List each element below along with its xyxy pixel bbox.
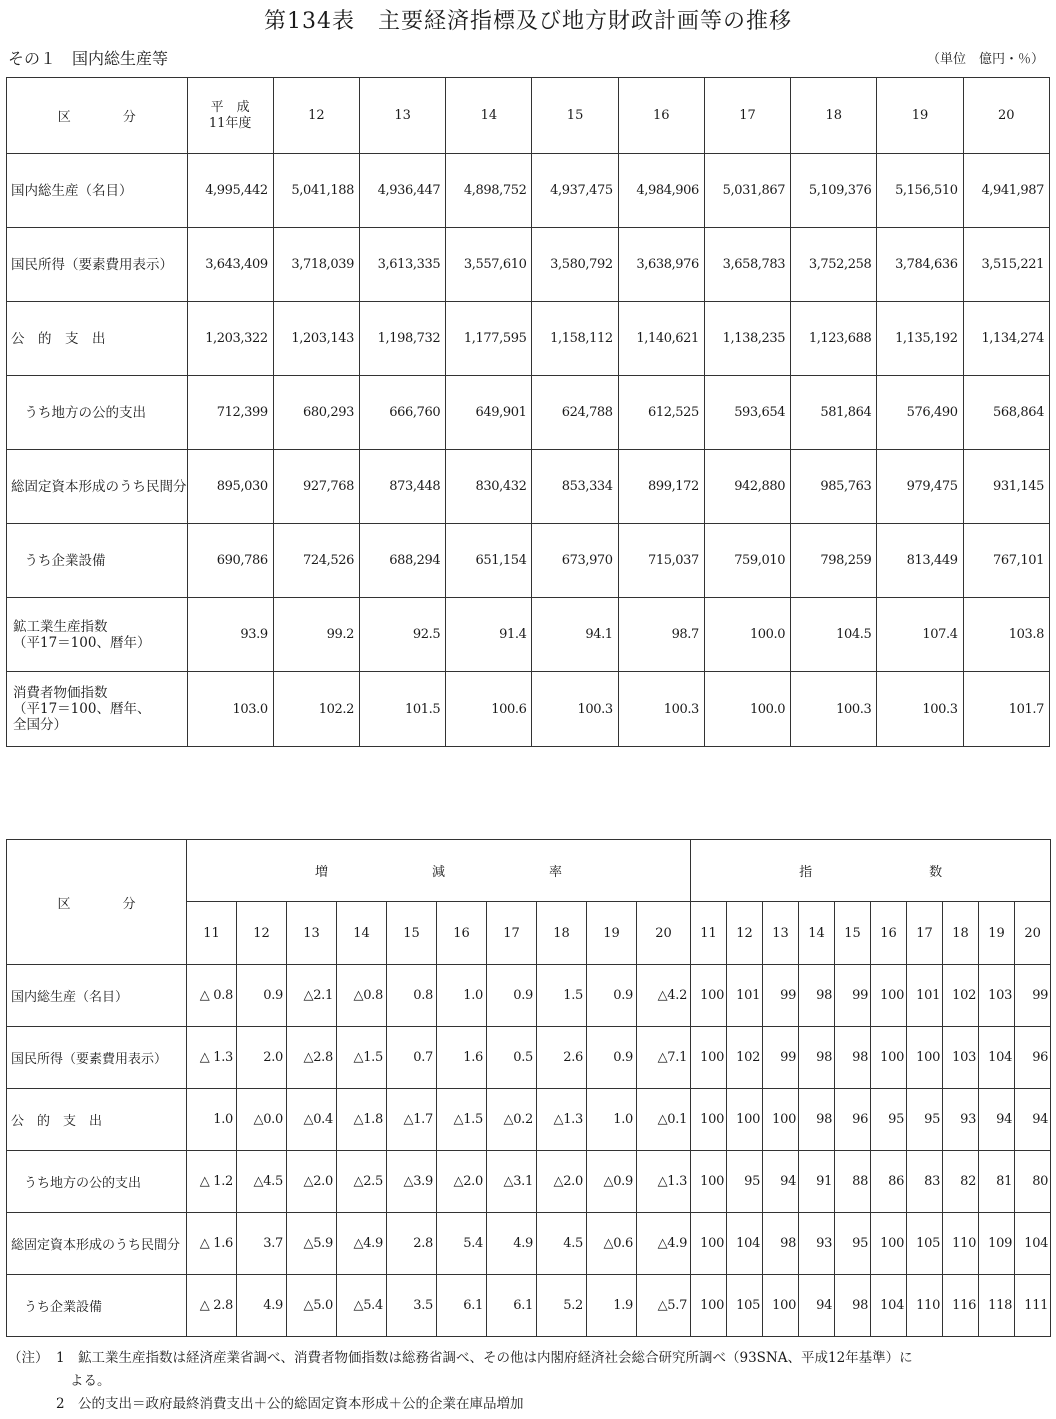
table-cell: 100.3 (791, 672, 877, 747)
table-cell: 104.5 (791, 598, 877, 672)
rate-year-header: 18 (537, 902, 587, 965)
index-cell: 102 (727, 1027, 763, 1089)
row-label: 国内総生産（名目） (7, 154, 188, 228)
rate-year-header: 11 (187, 902, 237, 965)
table-cell: 759,010 (704, 524, 790, 598)
index-cell: 96 (835, 1089, 871, 1151)
rate-year-header: 12 (237, 902, 287, 965)
rate-cell: 3.7 (237, 1213, 287, 1275)
rate-cell: △5.9 (287, 1213, 337, 1275)
table-cell: 853,334 (532, 450, 618, 524)
index-cell: 93 (799, 1213, 835, 1275)
rate-cell: 0.5 (487, 1027, 537, 1089)
column-header-year: 平 成 11年度 (187, 78, 273, 154)
index-cell: 100 (871, 1213, 907, 1275)
table-cell: 102.2 (273, 672, 359, 747)
rate-cell: △3.1 (487, 1151, 537, 1213)
table-cell: 91.4 (446, 598, 532, 672)
rate-cell: △0.0 (237, 1089, 287, 1151)
index-cell: 100 (691, 1275, 727, 1337)
table-cell: 1,140,621 (618, 302, 704, 376)
note-text-continued: よる。 (70, 1373, 111, 1389)
rate-cell: 2.8 (387, 1213, 437, 1275)
index-cell: 103 (943, 1027, 979, 1089)
column-header-year: 19 (877, 78, 963, 154)
table-row (7, 524, 1050, 598)
rate-cell: 1.6 (437, 1027, 487, 1089)
index-cell: 101 (907, 965, 943, 1027)
rate-cell: △ 0.8 (187, 965, 237, 1027)
rate-year-header: 16 (437, 902, 487, 965)
index-cell: 86 (871, 1151, 907, 1213)
rate-cell: △ 1.2 (187, 1151, 237, 1213)
gdp-table (6, 77, 1050, 747)
table-row (7, 1089, 1051, 1151)
table-row (7, 1027, 1051, 1089)
index-cell: 99 (1015, 965, 1051, 1027)
rate-cell: △ 2.8 (187, 1275, 237, 1337)
rate-year-header: 19 (587, 902, 637, 965)
table-cell: 680,293 (273, 376, 359, 450)
table-cell: 651,154 (446, 524, 532, 598)
table-cell: 673,970 (532, 524, 618, 598)
rate-cell: △0.9 (587, 1151, 637, 1213)
row-label: 公 的 支 出 (7, 302, 188, 376)
column-header-year: 16 (618, 78, 704, 154)
index-cell: 94 (763, 1151, 799, 1213)
rate-cell: △5.4 (337, 1275, 387, 1337)
rate-cell: △7.1 (637, 1027, 691, 1089)
column-header-year: 20 (963, 78, 1049, 154)
rate-cell: △1.7 (387, 1089, 437, 1151)
table-cell: 3,752,258 (791, 228, 877, 302)
rate-cell: 1.0 (437, 965, 487, 1027)
table-cell: 873,448 (359, 450, 445, 524)
index-cell: 102 (943, 965, 979, 1027)
table-cell: 103.0 (187, 672, 273, 747)
rate-cell: 1.5 (537, 965, 587, 1027)
index-cell: 103 (979, 965, 1015, 1027)
note-mark: （注） (8, 1350, 49, 1366)
table-cell: 1,123,688 (791, 302, 877, 376)
table-cell: 3,557,610 (446, 228, 532, 302)
rate-cell: 6.1 (487, 1275, 537, 1337)
notes (8, 1347, 1048, 1416)
index-cell: 98 (799, 1089, 835, 1151)
table-cell: 101.7 (963, 672, 1049, 747)
rate-cell: 0.9 (587, 1027, 637, 1089)
index-cell: 104 (727, 1213, 763, 1275)
index-year-header: 15 (835, 902, 871, 965)
rate-cell: △0.2 (487, 1089, 537, 1151)
rate-cell: 5.2 (537, 1275, 587, 1337)
table-cell: 3,580,792 (532, 228, 618, 302)
row-label: うち地方の公的支出 (7, 1151, 187, 1213)
rate-cell: △3.9 (387, 1151, 437, 1213)
row-label: うち企業設備 (7, 1275, 187, 1337)
rate-cell: △0.6 (587, 1213, 637, 1275)
section-subtitle: その１ 国内総生産等 (8, 49, 169, 68)
index-cell: 94 (1015, 1089, 1051, 1151)
table-cell: 103.8 (963, 598, 1049, 672)
index-cell: 100 (691, 965, 727, 1027)
note-number: 1 (56, 1350, 65, 1366)
row-label: 国内総生産（名目） (7, 965, 187, 1027)
index-cell: 118 (979, 1275, 1015, 1337)
rate-cell: 0.9 (237, 965, 287, 1027)
rate-cell: 2.0 (237, 1027, 287, 1089)
row-label: 公 的 支 出 (7, 1089, 187, 1151)
rate-cell: 2.6 (537, 1027, 587, 1089)
table-cell: 94.1 (532, 598, 618, 672)
table-cell: 100.3 (618, 672, 704, 747)
rate-cell: △ 1.6 (187, 1213, 237, 1275)
index-cell: 110 (943, 1213, 979, 1275)
index-cell: 99 (763, 1027, 799, 1089)
column-header-category: 区 分 (7, 840, 187, 965)
rate-cell: △4.9 (637, 1213, 691, 1275)
table-cell: 1,158,112 (532, 302, 618, 376)
rate-cell: 1.9 (587, 1275, 637, 1337)
table-cell: 895,030 (187, 450, 273, 524)
table-cell: 100.6 (446, 672, 532, 747)
table-cell: 5,041,188 (273, 154, 359, 228)
table-cell: 93.9 (187, 598, 273, 672)
index-cell: 88 (835, 1151, 871, 1213)
table-cell: 593,654 (704, 376, 790, 450)
index-cell: 100 (871, 965, 907, 1027)
table-cell: 1,138,235 (704, 302, 790, 376)
rate-cell: △1.5 (337, 1027, 387, 1089)
rate-cell: 1.0 (187, 1089, 237, 1151)
index-year-header: 17 (907, 902, 943, 965)
page-title: 第134表 主要経済指標及び地方財政計画等の推移 (264, 9, 792, 34)
table-cell: 649,901 (446, 376, 532, 450)
table-cell: 4,941,987 (963, 154, 1049, 228)
rate-cell: 0.9 (587, 965, 637, 1027)
rate-cell: 0.7 (387, 1027, 437, 1089)
group-header-row (7, 840, 1051, 902)
index-cell: 100 (727, 1089, 763, 1151)
index-year-header: 16 (871, 902, 907, 965)
column-header-year: 12 (273, 78, 359, 154)
table-cell: 101.5 (359, 672, 445, 747)
table-cell: 942,880 (704, 450, 790, 524)
table-cell: 107.4 (877, 598, 963, 672)
index-cell: 116 (943, 1275, 979, 1337)
table-cell: 931,145 (963, 450, 1049, 524)
row-label: 国民所得（要素費用表示） (7, 1027, 187, 1089)
table-cell: 100.3 (532, 672, 618, 747)
table-cell: 666,760 (359, 376, 445, 450)
table-cell: 99.2 (273, 598, 359, 672)
index-year-header: 13 (763, 902, 799, 965)
row-label: うち企業設備 (7, 524, 188, 598)
table-cell: 100.0 (704, 672, 790, 747)
table-cell: 1,135,192 (877, 302, 963, 376)
table-cell: 4,984,906 (618, 154, 704, 228)
index-cell: 100 (871, 1027, 907, 1089)
index-cell: 104 (979, 1027, 1015, 1089)
rate-cell: △ 1.3 (187, 1027, 237, 1089)
rate-cell: △2.0 (537, 1151, 587, 1213)
table-cell: 1,203,322 (187, 302, 273, 376)
rate-cell: 4.9 (487, 1213, 537, 1275)
table-cell: 690,786 (187, 524, 273, 598)
rate-cell: △0.4 (287, 1089, 337, 1151)
table-cell: 98.7 (618, 598, 704, 672)
column-header-year: 17 (704, 78, 790, 154)
table-cell: 4,937,475 (532, 154, 618, 228)
column-header-year: 14 (446, 78, 532, 154)
table-cell: 985,763 (791, 450, 877, 524)
rate-cell: 4.5 (537, 1213, 587, 1275)
table-row (7, 672, 1050, 747)
rate-index-table (6, 839, 1051, 1337)
table-row (7, 598, 1050, 672)
row-label: 総固定資本形成のうち民間分 (7, 1213, 187, 1275)
index-cell: 100 (907, 1027, 943, 1089)
rate-cell: △5.7 (637, 1275, 691, 1337)
note-text: 鉱工業生産指数は経済産業省調べ、消費者物価指数は総務省調べ、その他は内閣府経済社会総合研究所調べ（93SNA、平成12年基準）に (78, 1350, 913, 1366)
table-row (7, 1275, 1051, 1337)
table-cell: 767,101 (963, 524, 1049, 598)
table-cell: 4,995,442 (187, 154, 273, 228)
table-cell: 715,037 (618, 524, 704, 598)
table-cell: 3,638,976 (618, 228, 704, 302)
table-cell: 798,259 (791, 524, 877, 598)
column-header-category: 区 分 (7, 78, 188, 154)
index-year-header: 18 (943, 902, 979, 965)
index-year-header: 14 (799, 902, 835, 965)
rate-year-header: 17 (487, 902, 537, 965)
index-cell: 100 (763, 1089, 799, 1151)
index-cell: 96 (1015, 1027, 1051, 1089)
table-cell: 3,643,409 (187, 228, 273, 302)
index-cell: 95 (907, 1089, 943, 1151)
table-row (7, 376, 1050, 450)
table-cell: 712,399 (187, 376, 273, 450)
index-cell: 110 (907, 1275, 943, 1337)
index-year-header: 12 (727, 902, 763, 965)
table-cell: 92.5 (359, 598, 445, 672)
table-row (7, 450, 1050, 524)
rate-cell: △2.5 (337, 1151, 387, 1213)
table-cell: 3,718,039 (273, 228, 359, 302)
group-header-index: 指 数 (691, 840, 1051, 902)
index-cell: 105 (727, 1275, 763, 1337)
index-cell: 104 (871, 1275, 907, 1337)
index-cell: 100 (691, 1151, 727, 1213)
table-cell: 4,898,752 (446, 154, 532, 228)
table-cell: 3,515,221 (963, 228, 1049, 302)
rate-cell: △0.1 (637, 1089, 691, 1151)
column-header-year: 13 (359, 78, 445, 154)
rate-cell: 1.0 (587, 1089, 637, 1151)
rate-cell: △1.3 (537, 1089, 587, 1151)
table-cell: 100.0 (704, 598, 790, 672)
rate-year-header: 13 (287, 902, 337, 965)
rate-cell: 3.5 (387, 1275, 437, 1337)
index-cell: 100 (691, 1027, 727, 1089)
index-cell: 95 (835, 1213, 871, 1275)
rate-year-header: 20 (637, 902, 691, 965)
row-label: うち地方の公的支出 (7, 376, 188, 450)
table-cell: 568,864 (963, 376, 1049, 450)
index-year-header: 19 (979, 902, 1015, 965)
table-cell: 3,784,636 (877, 228, 963, 302)
index-cell: 93 (943, 1089, 979, 1151)
index-cell: 94 (799, 1275, 835, 1337)
index-cell: 104 (1015, 1213, 1051, 1275)
note-text: 公的支出＝政府最終消費支出＋公的総固定資本形成＋公的企業在庫品増加 (78, 1396, 524, 1412)
table-cell: 4,936,447 (359, 154, 445, 228)
table-cell: 581,864 (791, 376, 877, 450)
rate-year-header: 15 (387, 902, 437, 965)
table-cell: 724,526 (273, 524, 359, 598)
unit-label: （単位 億円・％） (926, 52, 1044, 67)
index-cell: 98 (799, 965, 835, 1027)
column-header-year: 15 (532, 78, 618, 154)
table-row (7, 1151, 1051, 1213)
table-row (7, 965, 1051, 1027)
table-cell: 612,525 (618, 376, 704, 450)
rate-year-header: 14 (337, 902, 387, 965)
rate-cell: △1.8 (337, 1089, 387, 1151)
row-label: 消費者物価指数 （平17＝100、暦年、 全国分） (7, 672, 188, 747)
index-cell: 82 (943, 1151, 979, 1213)
table-cell: 624,788 (532, 376, 618, 450)
rate-cell: △0.8 (337, 965, 387, 1027)
rate-cell: 5.4 (437, 1213, 487, 1275)
index-cell: 105 (907, 1213, 943, 1275)
index-cell: 100 (691, 1089, 727, 1151)
table-cell: 3,658,783 (704, 228, 790, 302)
row-label: 総固定資本形成のうち民間分 (7, 450, 188, 524)
table-cell: 5,109,376 (791, 154, 877, 228)
table-cell: 830,432 (446, 450, 532, 524)
table-cell: 688,294 (359, 524, 445, 598)
index-cell: 95 (871, 1089, 907, 1151)
row-label: 鉱工業生産指数 （平17＝100、暦年） (7, 598, 188, 672)
rate-cell: 6.1 (437, 1275, 487, 1337)
note-number: 2 (56, 1396, 65, 1412)
table-cell: 1,203,143 (273, 302, 359, 376)
rate-cell: △2.8 (287, 1027, 337, 1089)
table-row (7, 228, 1050, 302)
index-cell: 80 (1015, 1151, 1051, 1213)
table-cell: 3,613,335 (359, 228, 445, 302)
index-cell: 83 (907, 1151, 943, 1213)
note-2 (8, 1393, 1048, 1416)
group-header-rate: 増 減 率 (187, 840, 691, 902)
index-cell: 95 (727, 1151, 763, 1213)
rate-cell: △1.5 (437, 1089, 487, 1151)
index-cell: 98 (835, 1275, 871, 1337)
table-cell: 1,198,732 (359, 302, 445, 376)
rate-cell: △4.9 (337, 1213, 387, 1275)
rate-cell: △2.0 (437, 1151, 487, 1213)
note-1 (8, 1347, 1048, 1370)
rate-cell: △2.1 (287, 965, 337, 1027)
note-1-continuation (8, 1370, 1048, 1393)
index-cell: 94 (979, 1089, 1015, 1151)
index-cell: 98 (835, 1027, 871, 1089)
table-row (7, 1213, 1051, 1275)
table-cell: 1,177,595 (446, 302, 532, 376)
index-cell: 100 (691, 1213, 727, 1275)
index-cell: 99 (835, 965, 871, 1027)
rate-cell: 4.9 (237, 1275, 287, 1337)
index-year-header: 20 (1015, 902, 1051, 965)
table-cell: 899,172 (618, 450, 704, 524)
row-label: 国民所得（要素費用表示） (7, 228, 188, 302)
table-row (7, 154, 1050, 228)
index-cell: 98 (799, 1027, 835, 1089)
rate-cell: △1.3 (637, 1151, 691, 1213)
table-cell: 1,134,274 (963, 302, 1049, 376)
table-cell: 576,490 (877, 376, 963, 450)
index-cell: 111 (1015, 1275, 1051, 1337)
index-year-header: 11 (691, 902, 727, 965)
table-cell: 5,156,510 (877, 154, 963, 228)
column-header-year: 18 (791, 78, 877, 154)
index-cell: 81 (979, 1151, 1015, 1213)
table-cell: 813,449 (877, 524, 963, 598)
index-cell: 98 (763, 1213, 799, 1275)
table-cell: 5,031,867 (704, 154, 790, 228)
index-cell: 101 (727, 965, 763, 1027)
index-cell: 99 (763, 965, 799, 1027)
rate-cell: △4.2 (637, 965, 691, 1027)
index-cell: 109 (979, 1213, 1015, 1275)
rate-cell: 0.9 (487, 965, 537, 1027)
rate-cell: △2.0 (287, 1151, 337, 1213)
table-row (7, 302, 1050, 376)
index-cell: 91 (799, 1151, 835, 1213)
table-cell: 927,768 (273, 450, 359, 524)
table-cell: 979,475 (877, 450, 963, 524)
rate-cell: △5.0 (287, 1275, 337, 1337)
table-cell: 100.3 (877, 672, 963, 747)
rate-cell: 0.8 (387, 965, 437, 1027)
header-row (7, 78, 1050, 154)
rate-cell: △4.5 (237, 1151, 287, 1213)
index-cell: 100 (763, 1275, 799, 1337)
